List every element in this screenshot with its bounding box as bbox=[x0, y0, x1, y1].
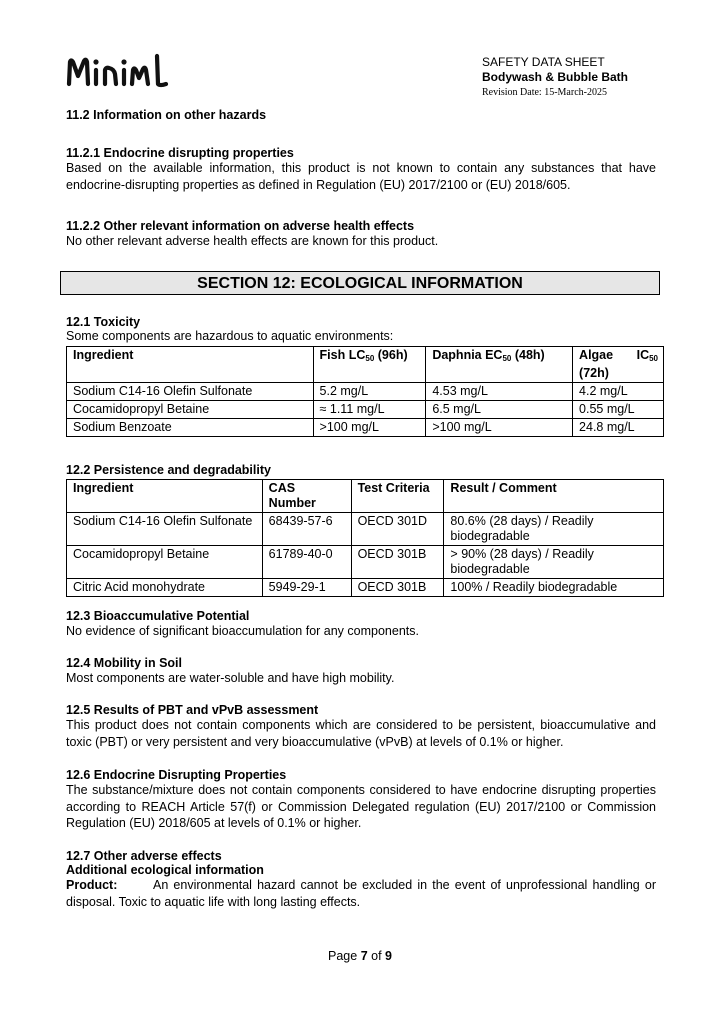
col-fish: Fish $LC_{50}$ (96h) bbox=[313, 347, 426, 383]
col-result: Result / Comment bbox=[444, 480, 664, 513]
heading-12-5: 12.5 Results of PBT and vPvB assessment bbox=[66, 703, 319, 717]
cell-ingredient: Sodium Benzoate bbox=[67, 419, 314, 437]
cell-test: OECD 301B bbox=[351, 546, 444, 579]
heading-11-2-1: 11.2.1 Endocrine disrupting properties bbox=[66, 146, 294, 160]
cell-daphnia: 6.5 mg/L bbox=[426, 401, 573, 419]
heading-12-2: 12.2 Persistence and degradability bbox=[66, 463, 271, 477]
text-11-2-2: No other relevant adverse health effects are known for this product. bbox=[66, 234, 439, 248]
col-daphnia: Daphnia $EC_{50}$ (48h) bbox=[426, 347, 573, 383]
heading-12-6: 12.6 Endocrine Disrupting Properties bbox=[66, 768, 287, 782]
table-row bbox=[67, 513, 664, 546]
heading-11-2: 11.2 Information on other hazards bbox=[66, 108, 267, 122]
cell-ingredient: Cocamidopropyl Betaine bbox=[67, 401, 314, 419]
cell-ingredient: Sodium C14-16 Olefin Sulfonate bbox=[67, 383, 314, 401]
heading-11-2-2: 11.2.2 Other relevant information on adverse health effects bbox=[66, 219, 415, 233]
product-label: Product: bbox=[66, 878, 118, 892]
cell-algae: 4.2 mg/L bbox=[573, 383, 664, 401]
section-11-2-1 bbox=[66, 146, 656, 193]
cell-daphnia: 4.53 mg/L bbox=[426, 383, 573, 401]
cell-ingredient: Sodium C14-16 Olefin Sulfonate bbox=[67, 513, 263, 546]
cell-test: OECD 301D bbox=[351, 513, 444, 546]
text-12-6: The substance/mixture does not contain components considered to have endocrine disrupting properties according to REACH Article 57(f) or Commission Delegated regulation (EU) 2017/2100 or Commission Regulation (EU) 2018/605 at levels of 0.1% or higher. bbox=[66, 783, 656, 830]
page-footer bbox=[0, 949, 720, 963]
page-total: 9 bbox=[385, 949, 392, 963]
text-12-4: Most components are water-soluble and have high mobility. bbox=[66, 671, 395, 685]
cell-result: 100% / Readily biodegradable bbox=[444, 579, 664, 597]
cell-cas: 5949-29-1 bbox=[262, 579, 351, 597]
toxicity-intro: Some components are hazardous to aquatic environments: bbox=[66, 329, 394, 343]
product-name: Bodywash & Bubble Bath bbox=[482, 70, 629, 84]
cell-algae: 24.8 mg/L bbox=[573, 419, 664, 437]
persistence-table bbox=[66, 479, 664, 597]
col-algae: Algae $IC_{50}$ (72h) bbox=[573, 347, 664, 383]
heading-12-4: 12.4 Mobility in Soil bbox=[66, 656, 182, 670]
section-12-1 bbox=[66, 315, 656, 344]
text-12-3: No evidence of significant bioaccumulation for any components. bbox=[66, 624, 419, 638]
text-11-2-1: Based on the available information, this product is not known to contain any substances that have endocrine-disrupting properties as defined in Regulation (EU) 2017/2100 or (EU) 2018/605. bbox=[66, 161, 656, 192]
col-cas-number: CAS Number bbox=[262, 480, 351, 513]
text-12-5: This product does not contain components which are considered to be persistent, bioaccumulative and toxic (PBT) or very persistent and very bioaccumulative (vPvB) at levels of 0.1% or higher. bbox=[66, 718, 656, 749]
cell-ingredient: Citric Acid monohydrate bbox=[67, 579, 263, 597]
subheading-additional-eco: Additional ecological information bbox=[66, 863, 264, 877]
col-test-criteria: Test Criteria bbox=[351, 480, 444, 513]
section-11-2 bbox=[66, 108, 656, 122]
table-row bbox=[67, 419, 664, 437]
toxicity-table bbox=[66, 346, 664, 437]
toxicity-header-row bbox=[67, 347, 664, 383]
table-row bbox=[67, 546, 664, 579]
cell-result: > 90% (28 days) / Readily biodegradable bbox=[444, 546, 664, 579]
miniml-logo bbox=[65, 50, 177, 93]
cell-daphnia: >100 mg/L bbox=[426, 419, 573, 437]
section-12-4 bbox=[66, 656, 656, 687]
col-ingredient: Ingredient bbox=[67, 347, 314, 383]
logo-wordmark bbox=[65, 50, 177, 90]
cell-ingredient: Cocamidopropyl Betaine bbox=[67, 546, 263, 579]
of-word: of bbox=[371, 949, 382, 963]
cell-cas: 61789-40-0 bbox=[262, 546, 351, 579]
cell-fish: ≈ 1.11 mg/L bbox=[313, 401, 426, 419]
section-12-3 bbox=[66, 609, 656, 640]
heading-12-1: 12.1 Toxicity bbox=[66, 315, 141, 329]
cell-fish: 5.2 mg/L bbox=[313, 383, 426, 401]
section-12-2 bbox=[66, 463, 656, 477]
cell-fish: >100 mg/L bbox=[313, 419, 426, 437]
product-statement: An environmental hazard cannot be excluded in the event of unprofessional handling or disposal. Toxic to aquatic life with long lasting effects. bbox=[66, 878, 656, 909]
page-word: Page bbox=[328, 949, 358, 963]
heading-12-7: 12.7 Other adverse effects bbox=[66, 849, 222, 863]
table-row bbox=[67, 401, 664, 419]
text-12-7 bbox=[66, 877, 656, 910]
page-number: 7 bbox=[360, 949, 368, 963]
document-header bbox=[482, 55, 628, 100]
heading-12-3: 12.3 Bioaccumulative Potential bbox=[66, 609, 250, 623]
persistence-header-row bbox=[67, 480, 664, 513]
cell-algae: 0.55 mg/L bbox=[573, 401, 664, 419]
cell-cas: 68439-57-6 bbox=[262, 513, 351, 546]
section-12-7 bbox=[66, 849, 656, 910]
table-row bbox=[67, 383, 664, 401]
section-11-2-2 bbox=[66, 219, 656, 250]
section-12-6 bbox=[66, 768, 656, 832]
col-ingredient: Ingredient bbox=[67, 480, 263, 513]
doc-type: SAFETY DATA SHEET bbox=[482, 55, 605, 69]
section-12-5 bbox=[66, 703, 656, 750]
cell-test: OECD 301B bbox=[351, 579, 444, 597]
section-12-title: SECTION 12: ECOLOGICAL INFORMATION bbox=[60, 271, 660, 295]
cell-result: 80.6% (28 days) / Readily biodegradable bbox=[444, 513, 664, 546]
revision-date: Revision Date: 15-March-2025 bbox=[482, 87, 607, 98]
table-row bbox=[67, 579, 664, 597]
